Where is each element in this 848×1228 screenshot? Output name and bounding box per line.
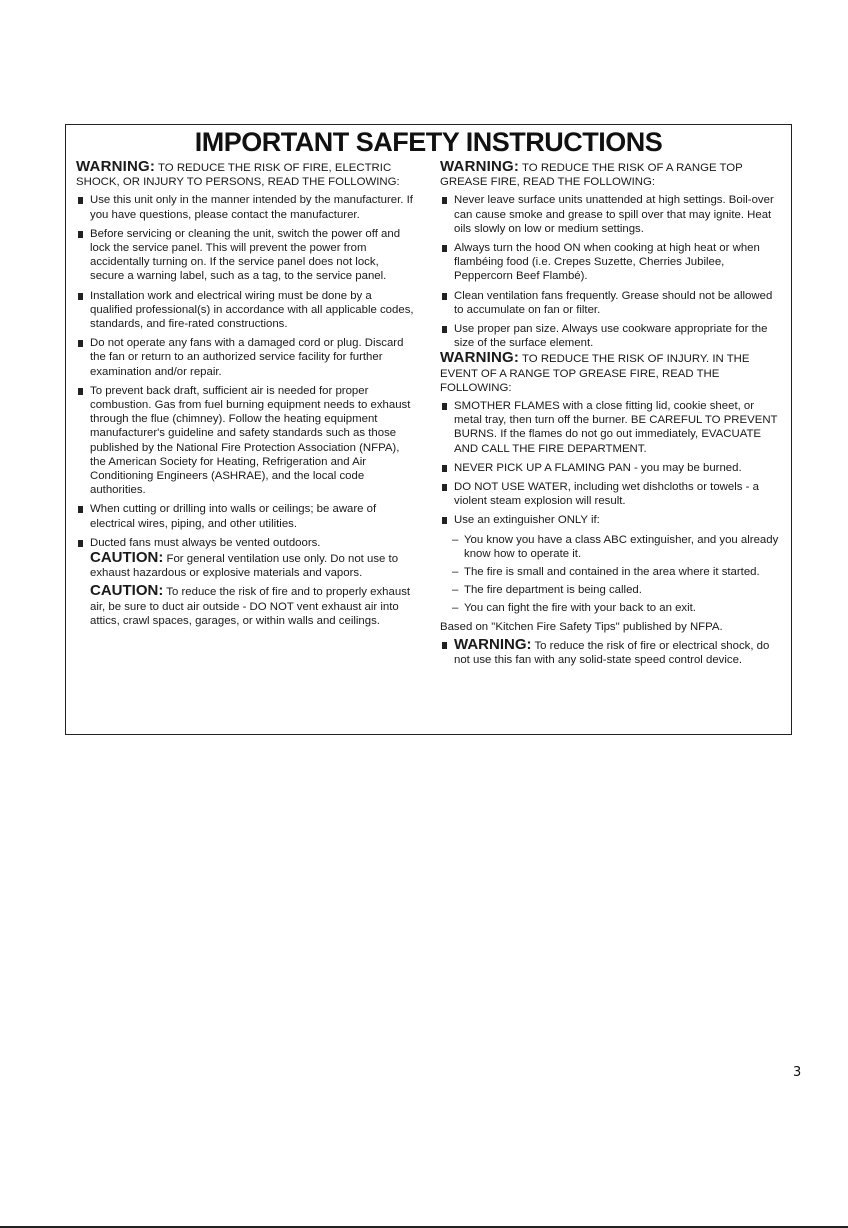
warning-fire-shock	[76, 160, 414, 189]
safety-box	[65, 124, 792, 735]
list-item-text: Ducted fans must always be vented outdoors.	[90, 536, 321, 549]
warning-keyword: WARNING:	[76, 158, 156, 175]
sub-list-item-text: The fire is small and contained in the area where it started.	[464, 566, 760, 579]
square-bullet-icon	[442, 326, 447, 333]
square-bullet-icon	[78, 540, 83, 547]
list-item-text: Installation work and electrical wiring must be done by a qualified professional(s) in accordance with all applicable codes, standards, and fire-rated constructions.	[90, 289, 414, 331]
right-column	[440, 160, 780, 672]
list-item	[76, 384, 414, 498]
square-bullet-icon	[78, 340, 83, 347]
warning-keyword: WARNING:	[440, 349, 520, 367]
square-bullet-icon	[78, 388, 83, 395]
list-item	[440, 322, 780, 350]
list-item	[76, 336, 414, 379]
warning-text: TO REDUCE THE RISK OF INJURY. IN THE EVENT OF A RANGE TOP GREASE FIRE, READ THE FOLLOWING:	[440, 353, 750, 394]
warning-keyword: WARNING:	[440, 158, 520, 175]
list-item-text: DO NOT USE WATER, including wet dishcloths or towels - a violent steam explosion will result.	[454, 481, 759, 508]
warning-text: TO REDUCE THE RISK OF FIRE, ELECTRIC SHOCK, OR INJURY TO PERSONS, READ THE FOLLOWING:	[76, 162, 400, 189]
sub-list-item-text: You can fight the fire with your back to an exit.	[464, 602, 696, 615]
caution-keyword: CAUTION:	[90, 582, 164, 600]
list-item	[76, 536, 414, 550]
list-item-text: When cutting or drilling into walls or ceilings; be aware of electrical wires, piping, and other utilities.	[90, 503, 377, 530]
sub-list-item-text: The fire department is being called.	[464, 584, 642, 597]
sub-list-item	[440, 601, 780, 615]
list-item-text: Use an extinguisher ONLY if:	[454, 514, 600, 527]
square-bullet-icon	[442, 517, 447, 524]
list-item	[440, 513, 780, 527]
square-bullet-icon	[78, 231, 83, 238]
dash-bullet: –	[452, 602, 459, 615]
square-bullet-icon	[442, 484, 447, 491]
list-item-text: Always turn the hood ON when cooking at high heat or when flambéing food (i.e. Crepes Suzette, Cherries Jubilee, Peppercorn Beef Flambé).	[454, 242, 760, 283]
square-bullet-icon	[78, 197, 83, 204]
square-bullet-icon	[78, 293, 83, 300]
page-number: 3	[793, 1065, 802, 1080]
list-item-text: NEVER PICK UP A FLAMING PAN - you may be burned.	[454, 461, 742, 474]
sub-list-item	[440, 533, 780, 561]
sub-list-item	[440, 565, 780, 579]
warning-grease-fire	[440, 160, 780, 189]
list-item-text: To prevent back draft, sufficient air is needed for proper combustion. Gas from fuel burning equipment needs to exhaust through the flue (chimney). Follow the heating equipment manufacturer's guideline and safety standards such as those published by the National Fire Protection Association (NFPA), the American Society for Heating, Refrigeration and Air Conditioning Engineers (ASHRAE), and the local code authorities.	[90, 384, 411, 497]
source-note: Based on "Kitchen Fire Safety Tips" published by NFPA.	[440, 620, 723, 633]
square-bullet-icon	[78, 506, 83, 513]
list-item	[76, 227, 414, 284]
sub-list-item-text: You know you have a class ABC extinguisher, and you already know how to operate it.	[464, 533, 779, 560]
list-item-text: Before servicing or cleaning the unit, switch the power off and lock the service panel. This will prevent the power from accidentally turning on. If the service panel does not lock, secure a warning label, such as a tag, to the service panel.	[90, 227, 401, 283]
caution-keyword: CAUTION:	[90, 549, 164, 567]
list-item-text: SMOTHER FLAMES with a close fitting lid, cookie sheet, or metal tray, then turn off the burner. BE CAREFUL TO PREVENT BURNS. If the flames do not go out immediately, EVACUATE AND CALL THE FIRE DEPARTMENT.	[454, 400, 778, 455]
square-bullet-icon	[442, 465, 447, 472]
list-item	[440, 241, 780, 284]
list-item-text: Clean ventilation fans frequently. Grease should not be allowed to accumulate on fan or filter.	[454, 289, 773, 316]
caution-text: For general ventilation use only. Do not use to exhaust hazardous or explosive materials and vapors.	[90, 553, 399, 580]
square-bullet-icon	[442, 293, 447, 300]
square-bullet-icon	[442, 197, 447, 204]
warning-text: TO REDUCE THE RISK OF A RANGE TOP GREASE FIRE, READ THE FOLLOWING:	[440, 162, 743, 189]
page-title: IMPORTANT SAFETY INSTRUCTIONS	[194, 127, 663, 157]
list-item	[440, 480, 780, 508]
list-item	[440, 399, 780, 456]
list-item-text: Never leave surface units unattended at high settings. Boil-over can cause smoke and grease to spill over that may ignite. Heat oils slowly on low or medium settings.	[454, 194, 774, 235]
list-item-text: Do not operate any fans with a damaged cord or plug. Discard the fan or return to an authorized service facility for further examination and/or repair.	[90, 337, 404, 378]
caution-ventilation	[76, 551, 414, 580]
list-item-text: Use proper pan size. Always use cookware appropriate for the size of the surface element.	[454, 323, 768, 350]
sub-list-item	[440, 583, 780, 597]
list-item	[76, 289, 414, 332]
warning-speed-control	[440, 635, 780, 667]
caution-ducting	[76, 584, 414, 628]
caution-text: To reduce the risk of fire and to properly exhaust air, be sure to duct air outside - DO NOT vent exhaust air into attics, crawl spaces, garages, or within walls and ceilings.	[90, 586, 411, 627]
square-bullet-icon	[442, 642, 447, 649]
square-bullet-icon	[442, 403, 447, 410]
warning-injury	[440, 351, 780, 395]
list-item-text: Use this unit only in the manner intended by the manufacturer. If you have questions, please contact the manufacturer.	[90, 194, 413, 221]
list-item	[440, 461, 780, 475]
list-item	[76, 193, 414, 221]
list-item	[76, 502, 414, 530]
square-bullet-icon	[442, 245, 447, 252]
dash-bullet: –	[452, 584, 459, 597]
list-item	[440, 193, 780, 236]
warning-keyword: WARNING:	[454, 635, 532, 653]
list-item	[440, 289, 780, 317]
dash-bullet: –	[452, 566, 459, 579]
dash-bullet: –	[452, 533, 459, 546]
warning-text: To reduce the risk of fire or electrical shock, do not use this fan with any solid-state speed control device.	[454, 639, 770, 667]
left-column	[76, 160, 414, 632]
